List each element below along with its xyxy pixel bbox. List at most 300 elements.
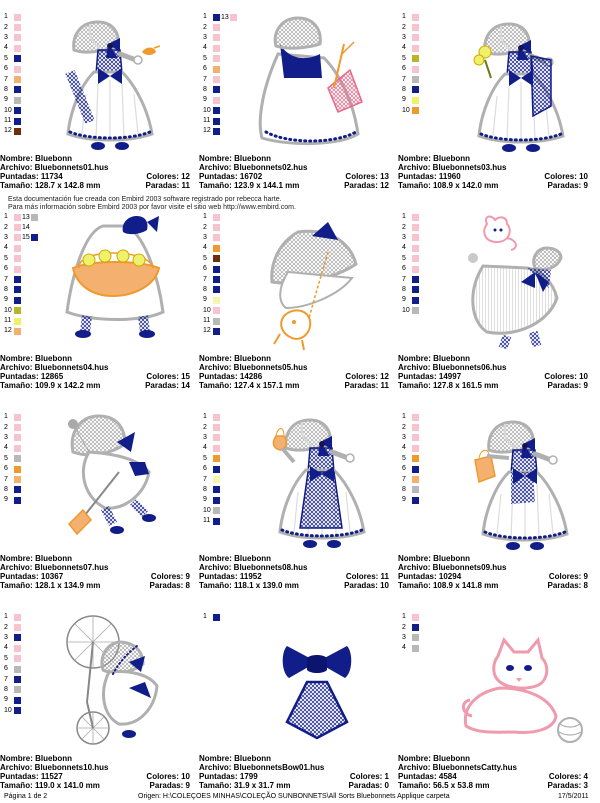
color-swatch: [402, 295, 442, 305]
swatch-number: 6: [402, 265, 406, 273]
design-colores: Colores: 11: [345, 572, 389, 581]
swatch-number: 9: [4, 96, 8, 104]
design-tamano: Tamaño: 127.4 x 157.1 mm: [199, 381, 300, 390]
swatch-number: 7: [203, 475, 207, 483]
design-archivo: Archivo: Bluebonnets09.hus: [398, 563, 507, 572]
swatch-number: 7: [402, 75, 406, 83]
color-swatch: [402, 85, 442, 95]
color-swatch: [203, 64, 243, 74]
color-swatch: [402, 274, 442, 284]
swatch-number: 13: [22, 213, 30, 221]
swatch-box: [14, 497, 21, 504]
girl-bird-icon: [36, 12, 186, 152]
design-card: [398, 12, 588, 202]
swatch-box: [213, 297, 220, 304]
swatch-number: 3: [402, 233, 406, 241]
design-paradas: Paradas: 12: [344, 181, 389, 190]
color-swatch: [203, 433, 243, 443]
design-archivo: Archivo: Bluebonnets04.hus: [0, 363, 109, 372]
swatch-box: [412, 424, 419, 431]
swatch-number: 5: [203, 454, 207, 462]
color-swatch: [402, 264, 442, 274]
color-swatch: [402, 412, 442, 422]
color-swatch: [203, 222, 243, 232]
design-info: [199, 554, 389, 590]
girl-broom-icon: [40, 412, 188, 552]
color-swatch: [4, 443, 44, 453]
swatch-number: 8: [203, 85, 207, 93]
design-info: [199, 754, 389, 790]
color-swatch: [22, 214, 38, 221]
color-swatch: [203, 95, 243, 105]
design-tamano: Tamaño: 127.8 x 161.5 mm: [398, 381, 499, 390]
design-colores: Colores: 10: [146, 772, 190, 781]
design-nombre: Nombre: Bluebonn: [398, 154, 470, 163]
swatch-number: 12: [4, 127, 12, 135]
swatch-number: 3: [4, 33, 8, 41]
design-info: [398, 754, 588, 790]
color-swatch: [203, 464, 243, 474]
color-swatch: [203, 264, 243, 274]
swatch-box: [412, 624, 419, 631]
swatch-box: [14, 86, 21, 93]
swatch-box: [14, 307, 21, 314]
swatch-box: [412, 645, 419, 652]
swatch-box: [213, 445, 220, 452]
swatch-number: 9: [402, 496, 406, 504]
swatch-box: [412, 286, 419, 293]
girl-kitten-icon: [438, 212, 586, 372]
design-info: [398, 354, 588, 390]
swatch-number: 9: [402, 296, 406, 304]
color-swatch: [4, 622, 44, 632]
swatch-number: 2: [402, 223, 406, 231]
color-swatch: [4, 706, 44, 716]
swatch-box: [412, 414, 419, 421]
swatch-box: [412, 55, 419, 62]
swatch-number: 8: [402, 85, 406, 93]
swatch-box: [412, 486, 419, 493]
swatch-number: 6: [203, 465, 207, 473]
swatch-number: 6: [4, 465, 8, 473]
color-swatch: [4, 695, 44, 705]
swatch-number: 9: [4, 696, 8, 704]
swatch-number: 1: [402, 13, 406, 21]
swatch-number: 1: [203, 213, 207, 221]
swatch-box: [213, 24, 220, 31]
design-paradas: Paradas: 8: [149, 581, 190, 590]
swatch-box: [412, 614, 419, 621]
color-swatch: [203, 274, 243, 284]
design-info: [0, 554, 190, 590]
color-swatch: [4, 474, 44, 484]
swatch-number: 2: [4, 423, 8, 431]
swatch-number: 2: [203, 423, 207, 431]
design-puntadas: Puntadas: 11734: [0, 172, 63, 181]
swatch-number: 13: [221, 13, 229, 21]
swatch-number: 12: [203, 327, 211, 335]
color-swatch-list: [4, 412, 44, 506]
color-swatch: [402, 54, 442, 64]
design-nombre: Nombre: Bluebonn: [199, 754, 271, 763]
swatch-box: [412, 634, 419, 641]
swatch-number: 10: [4, 106, 12, 114]
swatch-box: [213, 497, 220, 504]
design-archivo: Archivo: Bluebonnets06.hus: [398, 363, 507, 372]
swatch-number: 1: [402, 613, 406, 621]
swatch-box: [14, 234, 21, 241]
swatch-number: 4: [402, 444, 406, 452]
color-swatch: [203, 43, 243, 53]
swatch-box: [213, 486, 220, 493]
swatch-box: [14, 697, 21, 704]
design-puntadas: Puntadas: 14997: [398, 372, 462, 381]
swatch-number: 7: [4, 675, 8, 683]
design-card: [398, 412, 588, 602]
color-swatch-list: [203, 212, 243, 337]
swatch-number: 8: [203, 485, 207, 493]
color-swatch: [4, 264, 44, 274]
swatch-box: [14, 624, 21, 631]
swatch-box: [213, 286, 220, 293]
design-archivo: Archivo: Bluebonnets08.hus: [199, 563, 308, 572]
swatch-number: 1: [4, 13, 8, 21]
color-swatch: [203, 54, 243, 64]
swatch-number: 5: [402, 254, 406, 262]
swatch-box: [412, 297, 419, 304]
color-swatch: [4, 495, 44, 505]
swatch-box: [412, 434, 419, 441]
color-swatch: [402, 485, 442, 495]
swatch-box: [14, 614, 21, 621]
color-swatch: [402, 43, 442, 53]
design-colores: Colores: 12: [146, 172, 190, 181]
color-swatch: [203, 285, 243, 295]
design-card: [0, 212, 190, 402]
design-colores: Colores: 9: [548, 572, 588, 581]
design-puntadas: Puntadas: 10367: [0, 572, 64, 581]
swatch-number: 2: [4, 623, 8, 631]
design-nombre: Nombre: Bluebonn: [0, 354, 72, 363]
color-swatch: [203, 306, 243, 316]
swatch-number: 5: [4, 454, 8, 462]
color-swatch: [402, 306, 442, 316]
swatch-box: [213, 518, 220, 525]
swatch-number: 7: [402, 275, 406, 283]
design-card: [0, 612, 190, 802]
color-swatch: [4, 485, 44, 495]
design-puntadas: Puntadas: 1799: [199, 772, 258, 781]
swatch-number: 4: [4, 644, 8, 652]
color-swatch: [203, 254, 243, 264]
swatch-box: [31, 234, 38, 241]
swatch-box: [14, 55, 21, 62]
swatch-number: 3: [4, 433, 8, 441]
design-card: [398, 212, 588, 402]
swatch-box: [14, 97, 21, 104]
design-card: [199, 12, 389, 202]
swatch-number: 11: [203, 517, 211, 525]
swatch-box: [412, 24, 419, 31]
swatch-number: 5: [4, 254, 8, 262]
swatch-box: [14, 676, 21, 683]
color-swatch: [4, 295, 44, 305]
color-swatch: [203, 316, 243, 326]
swatch-number: 7: [4, 75, 8, 83]
swatch-number: 7: [203, 275, 207, 283]
color-swatch: [4, 454, 44, 464]
color-swatch: [402, 433, 442, 443]
footer-page-number: Página 1 de 2: [4, 793, 48, 800]
design-tamano: Tamaño: 119.0 x 141.0 mm: [0, 781, 100, 790]
swatch-box: [412, 45, 419, 52]
color-swatch: [203, 233, 243, 243]
swatch-number: 6: [402, 65, 406, 73]
color-swatch-list: [4, 612, 44, 716]
swatch-number: 5: [4, 54, 8, 62]
design-puntadas: Puntadas: 11960: [398, 172, 461, 181]
color-swatch: [203, 443, 243, 453]
swatch-number: 9: [4, 296, 8, 304]
swatch-number: 5: [4, 654, 8, 662]
swatch-box: [14, 476, 21, 483]
color-swatch: [203, 474, 243, 484]
swatch-box: [213, 328, 220, 335]
color-swatch: [4, 433, 44, 443]
design-nombre: Nombre: Bluebonn: [398, 354, 470, 363]
swatch-box: [213, 128, 220, 135]
girl-bag-icon: [454, 412, 588, 554]
swatch-box: [213, 466, 220, 473]
swatch-number: 3: [203, 433, 207, 441]
color-swatch: [22, 224, 31, 231]
swatch-box: [213, 276, 220, 283]
design-paradas: Paradas: 11: [145, 181, 190, 190]
swatch-box: [14, 434, 21, 441]
swatch-number: 9: [203, 296, 207, 304]
color-swatch: [203, 126, 243, 136]
swatch-box: [412, 445, 419, 452]
cat-yarn-icon: [458, 636, 586, 746]
swatch-number: 5: [203, 254, 207, 262]
design-paradas: Paradas: 10: [344, 581, 389, 590]
swatch-number: 8: [4, 85, 8, 93]
design-info: [0, 754, 190, 790]
design-colores: Colores: 9: [150, 572, 190, 581]
design-colores: Colores: 10: [544, 372, 588, 381]
design-paradas: Paradas: 9: [547, 381, 588, 390]
color-swatch: [402, 243, 442, 253]
note-line-2: Para más información sobre Embird 2003 por favor visite el sitio web http://www.embird.com.: [8, 204, 296, 211]
swatch-number: 2: [203, 223, 207, 231]
swatch-box: [213, 614, 220, 621]
swatch-number: 1: [402, 413, 406, 421]
color-swatch-list: [203, 612, 243, 622]
swatch-number: 1: [4, 213, 8, 221]
design-tamano: Tamaño: 128.7 x 142.8 mm: [0, 181, 101, 190]
swatch-number: 1: [4, 613, 8, 621]
swatch-box: [14, 224, 21, 231]
swatch-box: [213, 307, 220, 314]
design-puntadas: Puntadas: 14286: [199, 372, 263, 381]
swatch-number: 8: [4, 285, 8, 293]
color-swatch: [402, 633, 442, 643]
swatch-number: 4: [203, 44, 207, 52]
design-nombre: Nombre: Bluebonn: [398, 554, 470, 563]
swatch-number: 10: [203, 306, 211, 314]
swatch-number: 3: [402, 633, 406, 641]
swatch-number: 7: [4, 475, 8, 483]
swatch-box: [14, 328, 21, 335]
swatch-number: 14: [22, 223, 30, 231]
color-swatch: [203, 422, 243, 432]
swatch-box: [213, 55, 220, 62]
design-colores: Colores: 4: [548, 772, 588, 781]
swatch-box: [213, 234, 220, 241]
design-info: [199, 354, 389, 390]
color-swatch: [4, 664, 44, 674]
swatch-box: [14, 424, 21, 431]
swatch-number: 6: [4, 65, 8, 73]
color-swatch: [4, 654, 44, 664]
swatch-number: 10: [203, 506, 211, 514]
color-swatch: [203, 212, 243, 222]
color-swatch-list: [402, 12, 442, 116]
swatch-box: [14, 255, 21, 262]
swatch-number: 2: [402, 623, 406, 631]
design-card: [199, 412, 389, 602]
color-swatch: [203, 22, 243, 32]
color-swatch: [402, 454, 442, 464]
swatch-number: 1: [203, 413, 207, 421]
swatch-box: [412, 66, 419, 73]
swatch-box: [14, 286, 21, 293]
design-paradas: Paradas: 3: [547, 781, 588, 790]
swatch-number: 3: [203, 233, 207, 241]
swatch-box: [14, 45, 21, 52]
design-info: [398, 554, 588, 590]
swatch-number: 2: [402, 423, 406, 431]
color-swatch: [402, 495, 442, 505]
design-tamano: Tamaño: 108.9 x 141.8 mm: [398, 581, 499, 590]
swatch-number: 2: [203, 23, 207, 31]
swatch-box: [213, 455, 220, 462]
swatch-number: 3: [4, 633, 8, 641]
swatch-box: [14, 414, 21, 421]
swatch-number: 9: [402, 96, 406, 104]
swatch-box: [14, 245, 21, 252]
swatch-box: [213, 507, 220, 514]
swatch-box: [14, 266, 21, 273]
color-swatch: [4, 274, 44, 284]
color-swatch: [402, 474, 442, 484]
swatch-box: [213, 245, 220, 252]
swatch-box: [14, 486, 21, 493]
swatch-box: [213, 318, 220, 325]
swatch-number: 4: [203, 244, 207, 252]
swatch-box: [412, 455, 419, 462]
design-paradas: Paradas: 0: [348, 781, 389, 790]
swatch-box: [412, 107, 419, 114]
design-paradas: Paradas: 11: [344, 381, 389, 390]
swatch-box: [14, 34, 21, 41]
color-swatch: [4, 306, 44, 316]
design-nombre: Nombre: Bluebonn: [199, 354, 271, 363]
swatch-box: [14, 276, 21, 283]
swatch-box: [14, 445, 21, 452]
swatch-number: 8: [203, 285, 207, 293]
swatch-box: [14, 297, 21, 304]
color-swatch: [402, 12, 442, 22]
design-puntadas: Puntadas: 4584: [398, 772, 457, 781]
color-swatch: [203, 326, 243, 336]
swatch-box: [31, 214, 38, 221]
swatch-number: 4: [4, 44, 8, 52]
swatch-box: [14, 318, 21, 325]
swatch-box: [14, 666, 21, 673]
design-card: [199, 612, 389, 802]
color-swatch: [402, 622, 442, 632]
color-swatch: [203, 295, 243, 305]
color-swatch: [203, 612, 243, 622]
swatch-box: [412, 214, 419, 221]
color-swatch-list: [203, 12, 243, 137]
girl-flower-icon: [456, 16, 586, 156]
swatch-number: 5: [402, 54, 406, 62]
swatch-number: 4: [4, 244, 8, 252]
swatch-number: 9: [4, 496, 8, 504]
swatch-box: [412, 97, 419, 104]
swatch-number: 10: [4, 706, 12, 714]
design-archivo: Archivo: Bluebonnets03.hus: [398, 163, 507, 172]
swatch-box: [14, 214, 21, 221]
swatch-number: 1: [4, 413, 8, 421]
design-tamano: Tamaño: 109.9 x 142.2 mm: [0, 381, 101, 390]
design-tamano: Tamaño: 123.9 x 144.1 mm: [199, 181, 300, 190]
swatch-box: [213, 107, 220, 114]
color-swatch: [402, 74, 442, 84]
swatch-number: 5: [402, 454, 406, 462]
swatch-box: [14, 24, 21, 31]
color-swatch: [203, 495, 243, 505]
color-swatch: [402, 643, 442, 653]
swatch-box: [213, 266, 220, 273]
swatch-box: [213, 45, 220, 52]
color-swatch: [203, 106, 243, 116]
design-paradas: Paradas: 8: [547, 581, 588, 590]
swatch-number: 10: [402, 306, 410, 314]
swatch-box: [230, 14, 237, 21]
swatch-box: [213, 118, 220, 125]
design-puntadas: Puntadas: 11527: [0, 772, 63, 781]
design-archivo: Archivo: Bluebonnets02.hus: [199, 163, 308, 172]
swatch-number: 3: [402, 33, 406, 41]
color-swatch: [203, 33, 243, 43]
swatch-number: 9: [203, 496, 207, 504]
swatch-number: 8: [402, 485, 406, 493]
color-swatch: [402, 254, 442, 264]
design-info: [0, 354, 190, 390]
color-swatch: [203, 85, 243, 95]
swatch-number: 12: [4, 327, 12, 335]
color-swatch: [4, 464, 44, 474]
swatch-box: [213, 255, 220, 262]
color-swatch: [4, 643, 44, 653]
color-swatch: [22, 234, 38, 241]
color-swatch: [203, 506, 243, 516]
color-swatch: [402, 443, 442, 453]
design-info: [199, 154, 389, 190]
